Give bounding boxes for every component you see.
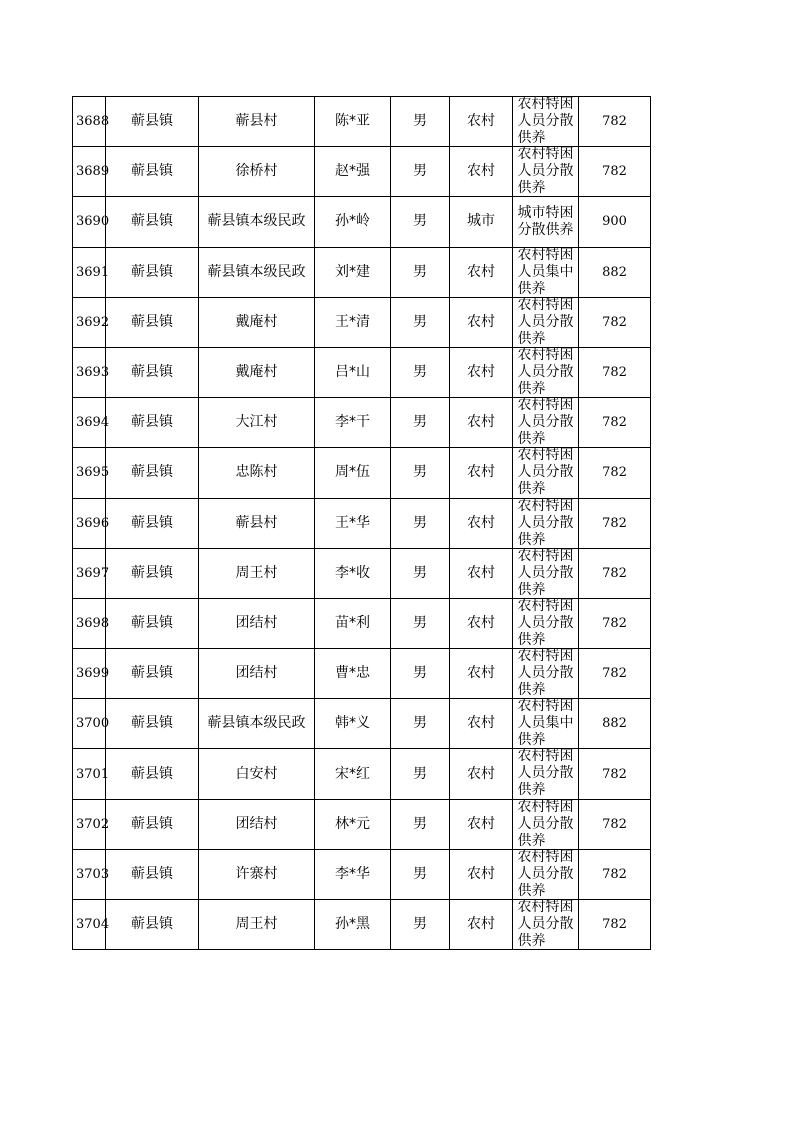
town-cell: 蕲县镇 (106, 649, 199, 699)
village-cell: 白安村 (199, 749, 315, 799)
village-cell: 戴庵村 (199, 297, 315, 347)
area-type-cell: 农村 (450, 699, 513, 749)
gender-cell: 男 (391, 147, 450, 197)
area-type-cell: 农村 (450, 598, 513, 648)
person-name-cell: 李*华 (315, 849, 391, 899)
support-category-cell (513, 749, 579, 799)
person-name-cell: 陈*亚 (315, 97, 391, 147)
person-name-cell: 曹*忠 (315, 649, 391, 699)
gender-cell: 男 (391, 900, 450, 950)
row-number-cell: 3698 (73, 598, 106, 648)
town-cell: 蕲县镇 (106, 97, 199, 147)
row-number-cell: 3696 (73, 498, 106, 548)
amount-cell: 782 (579, 347, 651, 397)
person-name-cell: 李*干 (315, 398, 391, 448)
amount-cell: 882 (579, 247, 651, 297)
area-type-cell: 农村 (450, 799, 513, 849)
area-type-cell: 农村 (450, 347, 513, 397)
support-category-text: 农村特困人员分散供养 (517, 547, 574, 598)
town-cell: 蕲县镇 (106, 197, 199, 247)
gender-cell: 男 (391, 498, 450, 548)
amount-cell: 782 (579, 448, 651, 498)
amount-cell: 782 (579, 598, 651, 648)
person-name-cell: 孙*岭 (315, 197, 391, 247)
village-cell: 团结村 (199, 799, 315, 849)
relief-roster-table (72, 96, 651, 950)
area-type-cell: 农村 (450, 900, 513, 950)
amount-cell: 782 (579, 97, 651, 147)
table-row (73, 598, 651, 648)
table-row (73, 498, 651, 548)
support-category-text: 农村特困人员分散供养 (517, 798, 574, 849)
person-name-cell: 孙*黑 (315, 900, 391, 950)
area-type-cell: 农村 (450, 247, 513, 297)
amount-cell: 782 (579, 900, 651, 950)
support-category-text: 农村特困人员分散供养 (517, 146, 574, 197)
area-type-cell: 农村 (450, 448, 513, 498)
support-category-text: 农村特困人员分散供养 (517, 648, 574, 699)
area-type-cell: 农村 (450, 97, 513, 147)
table-row (73, 900, 651, 950)
support-category-text: 农村特困人员分散供养 (517, 346, 574, 397)
table-row (73, 247, 651, 297)
support-category-cell (513, 197, 579, 247)
amount-cell: 900 (579, 197, 651, 247)
support-category-cell (513, 649, 579, 699)
village-cell: 周王村 (199, 900, 315, 950)
support-category-cell (513, 97, 579, 147)
amount-cell: 782 (579, 147, 651, 197)
area-type-cell: 农村 (450, 398, 513, 448)
person-name-cell: 苗*利 (315, 598, 391, 648)
row-number-cell: 3704 (73, 900, 106, 950)
gender-cell: 男 (391, 97, 450, 147)
support-category-text: 农村特困人员分散供养 (517, 597, 574, 648)
gender-cell: 男 (391, 448, 450, 498)
row-number-cell: 3690 (73, 197, 106, 247)
table-row (73, 649, 651, 699)
person-name-cell: 王*清 (315, 297, 391, 347)
area-type-cell: 农村 (450, 649, 513, 699)
area-type-cell: 农村 (450, 749, 513, 799)
row-number-cell: 3699 (73, 649, 106, 699)
town-cell: 蕲县镇 (106, 398, 199, 448)
table-row (73, 448, 651, 498)
row-number-cell: 3695 (73, 448, 106, 498)
table-row (73, 197, 651, 247)
support-category-text: 农村特困人员分散供养 (517, 447, 574, 498)
village-cell: 大江村 (199, 398, 315, 448)
row-number-cell: 3689 (73, 147, 106, 197)
gender-cell: 男 (391, 247, 450, 297)
table-row (73, 799, 651, 849)
support-category-cell (513, 147, 579, 197)
village-cell: 蕲县村 (199, 498, 315, 548)
town-cell: 蕲县镇 (106, 548, 199, 598)
support-category-text: 农村特困人员分散供养 (517, 96, 574, 146)
town-cell: 蕲县镇 (106, 247, 199, 297)
town-cell: 蕲县镇 (106, 900, 199, 950)
table-row (73, 548, 651, 598)
support-category-text: 农村特困人员分散供养 (517, 899, 574, 949)
amount-cell: 782 (579, 297, 651, 347)
person-name-cell: 宋*红 (315, 749, 391, 799)
table-body (73, 97, 651, 950)
gender-cell: 男 (391, 197, 450, 247)
person-name-cell: 刘*建 (315, 247, 391, 297)
gender-cell: 男 (391, 799, 450, 849)
amount-cell: 882 (579, 699, 651, 749)
town-cell: 蕲县镇 (106, 498, 199, 548)
table-row (73, 699, 651, 749)
village-cell: 周王村 (199, 548, 315, 598)
table-row (73, 849, 651, 899)
row-number-cell: 3693 (73, 347, 106, 397)
amount-cell: 782 (579, 749, 651, 799)
town-cell: 蕲县镇 (106, 448, 199, 498)
village-cell: 忠陈村 (199, 448, 315, 498)
table-row (73, 749, 651, 799)
gender-cell: 男 (391, 598, 450, 648)
town-cell: 蕲县镇 (106, 799, 199, 849)
person-name-cell: 赵*强 (315, 147, 391, 197)
support-category-text: 农村特困人员分散供养 (517, 397, 574, 448)
support-category-cell (513, 548, 579, 598)
row-number-cell: 3701 (73, 749, 106, 799)
support-category-cell (513, 247, 579, 297)
support-category-text: 农村特困人员集中供养 (517, 246, 574, 297)
row-number-cell: 3700 (73, 699, 106, 749)
amount-cell: 782 (579, 498, 651, 548)
table-row (73, 147, 651, 197)
support-category-text: 农村特困人员分散供养 (517, 497, 574, 548)
support-category-cell (513, 699, 579, 749)
support-category-text: 农村特困人员分散供养 (517, 748, 574, 799)
support-category-text: 农村特困人员分散供养 (517, 848, 574, 899)
row-number-cell: 3691 (73, 247, 106, 297)
village-cell: 许寨村 (199, 849, 315, 899)
table-row (73, 97, 651, 147)
amount-cell: 782 (579, 398, 651, 448)
town-cell: 蕲县镇 (106, 297, 199, 347)
area-type-cell: 农村 (450, 297, 513, 347)
area-type-cell: 农村 (450, 849, 513, 899)
support-category-cell (513, 900, 579, 950)
village-cell: 蕲县镇本级民政 (199, 247, 315, 297)
person-name-cell: 林*元 (315, 799, 391, 849)
village-cell: 团结村 (199, 598, 315, 648)
town-cell: 蕲县镇 (106, 147, 199, 197)
town-cell: 蕲县镇 (106, 849, 199, 899)
gender-cell: 男 (391, 749, 450, 799)
person-name-cell: 韩*义 (315, 699, 391, 749)
table-row (73, 347, 651, 397)
village-cell: 团结村 (199, 649, 315, 699)
support-category-text: 农村特困人员集中供养 (517, 698, 574, 749)
row-number-cell: 3694 (73, 398, 106, 448)
person-name-cell: 周*伍 (315, 448, 391, 498)
town-cell: 蕲县镇 (106, 598, 199, 648)
area-type-cell: 农村 (450, 147, 513, 197)
support-category-text: 农村特困人员分散供养 (517, 296, 574, 347)
area-type-cell: 城市 (450, 197, 513, 247)
village-cell: 徐桥村 (199, 147, 315, 197)
support-category-cell (513, 297, 579, 347)
person-name-cell: 吕*山 (315, 347, 391, 397)
support-category-cell (513, 799, 579, 849)
gender-cell: 男 (391, 699, 450, 749)
amount-cell: 782 (579, 649, 651, 699)
support-category-cell (513, 498, 579, 548)
row-number-cell: 3697 (73, 548, 106, 598)
village-cell: 蕲县镇本级民政 (199, 197, 315, 247)
row-number-cell: 3692 (73, 297, 106, 347)
row-number-cell: 3688 (73, 97, 106, 147)
support-category-cell (513, 448, 579, 498)
amount-cell: 782 (579, 548, 651, 598)
table-row (73, 398, 651, 448)
support-category-cell (513, 347, 579, 397)
row-number-cell: 3703 (73, 849, 106, 899)
row-number-cell: 3702 (73, 799, 106, 849)
gender-cell: 男 (391, 347, 450, 397)
town-cell: 蕲县镇 (106, 347, 199, 397)
town-cell: 蕲县镇 (106, 699, 199, 749)
gender-cell: 男 (391, 548, 450, 598)
gender-cell: 男 (391, 297, 450, 347)
person-name-cell: 李*收 (315, 548, 391, 598)
amount-cell: 782 (579, 799, 651, 849)
person-name-cell: 王*华 (315, 498, 391, 548)
area-type-cell: 农村 (450, 548, 513, 598)
village-cell: 蕲县村 (199, 97, 315, 147)
amount-cell: 782 (579, 849, 651, 899)
area-type-cell: 农村 (450, 498, 513, 548)
gender-cell: 男 (391, 649, 450, 699)
table-row (73, 297, 651, 347)
support-category-cell (513, 598, 579, 648)
town-cell: 蕲县镇 (106, 749, 199, 799)
support-category-text: 城市特困分散供养 (517, 204, 574, 238)
village-cell: 蕲县镇本级民政 (199, 699, 315, 749)
support-category-cell (513, 849, 579, 899)
gender-cell: 男 (391, 849, 450, 899)
gender-cell: 男 (391, 398, 450, 448)
support-category-cell (513, 398, 579, 448)
village-cell: 戴庵村 (199, 347, 315, 397)
